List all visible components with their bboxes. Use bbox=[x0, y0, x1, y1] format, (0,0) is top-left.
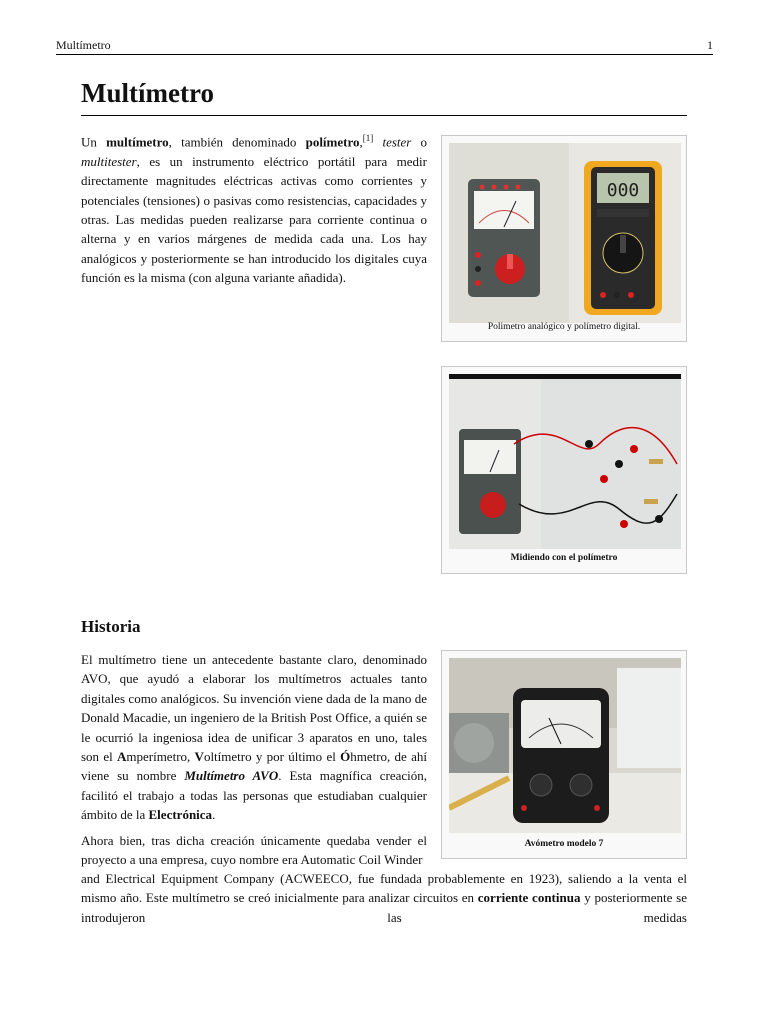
page-title: Multímetro bbox=[81, 76, 687, 116]
avometro-photo bbox=[449, 658, 681, 833]
link-electronica[interactable]: Electrónica bbox=[148, 807, 213, 823]
figure-caption: Avómetro modelo 7 bbox=[524, 839, 604, 849]
reference-link[interactable]: [1] bbox=[362, 133, 374, 143]
header-title: Multímetro bbox=[56, 38, 111, 52]
historia-paragraph: El multímetro tiene un antecedente bastante claro, denominado AVO, que ayudó a elaborar los multímetros actuales tanto digitales como analógicos. Su invención viene dada de la mano de Donald Macadie, un ingeniero de la British Post Office, a quién se le ocurrió la ingeniosa idea de unificar 3 aparatos en uno, tales son el Amperímetro, Voltímetro y por último el Óhmetro, de ahí viene su nombre Multímetro AVO. Esta magnífica creación, facilitó el trabajo a todas las personas que estudiaban cualquier ámbito de la Electrónica. bbox=[81, 652, 427, 823]
intro-paragraph: Un multímetro, también denominado polímetro,[1] tester o multitester, es un instrumento eléctrico portátil para medir directamente magnitudes eléctricas activas como corrientes y potenciales (tensiones) o pasivas como resistencias, capacidades y otras. Las medidas pueden realizarse para corriente continua o alterna y en varios márgenes de medida cada una. Los hay analógicos y posteriormente se han introducido los digitales cuya función es la misma (con alguna variante añadida). bbox=[81, 133, 428, 286]
figure-multimeters bbox=[441, 135, 687, 342]
multimeters-photo bbox=[449, 143, 681, 323]
historia-paragraph-2-cont: and Electrical Equipment Company (ACWEECO, fue fundada probablemente en 1923), saliendo a la venta el mismo año. Este multímetro se creó inicialmente para analizar circuitos en corriente continua y posteriormente se introdujeron las medidas bbox=[81, 871, 687, 925]
term-polimetro: polímetro bbox=[305, 134, 360, 150]
term-multimetro: multímetro bbox=[106, 134, 169, 150]
running-header bbox=[56, 38, 713, 55]
section-heading: Historia bbox=[81, 617, 141, 636]
figure-measuring bbox=[441, 366, 687, 574]
digital-display-readout: 000 bbox=[606, 180, 640, 201]
measuring-photo bbox=[449, 374, 681, 549]
page-number: 1 bbox=[707, 38, 713, 52]
figure-avometro bbox=[441, 650, 687, 859]
historia-paragraph-2-start: Ahora bien, tras dicha creación únicamente quedaba vender el proyecto a una empresa, cuyo nombre era Automatic Coil Winder bbox=[81, 833, 427, 868]
figure-caption: Polimetro analógico y polímetro digital. bbox=[487, 322, 641, 332]
figure-caption: Midiendo con el polímetro bbox=[510, 553, 618, 563]
link-corriente-continua[interactable]: corriente continua bbox=[477, 890, 581, 906]
